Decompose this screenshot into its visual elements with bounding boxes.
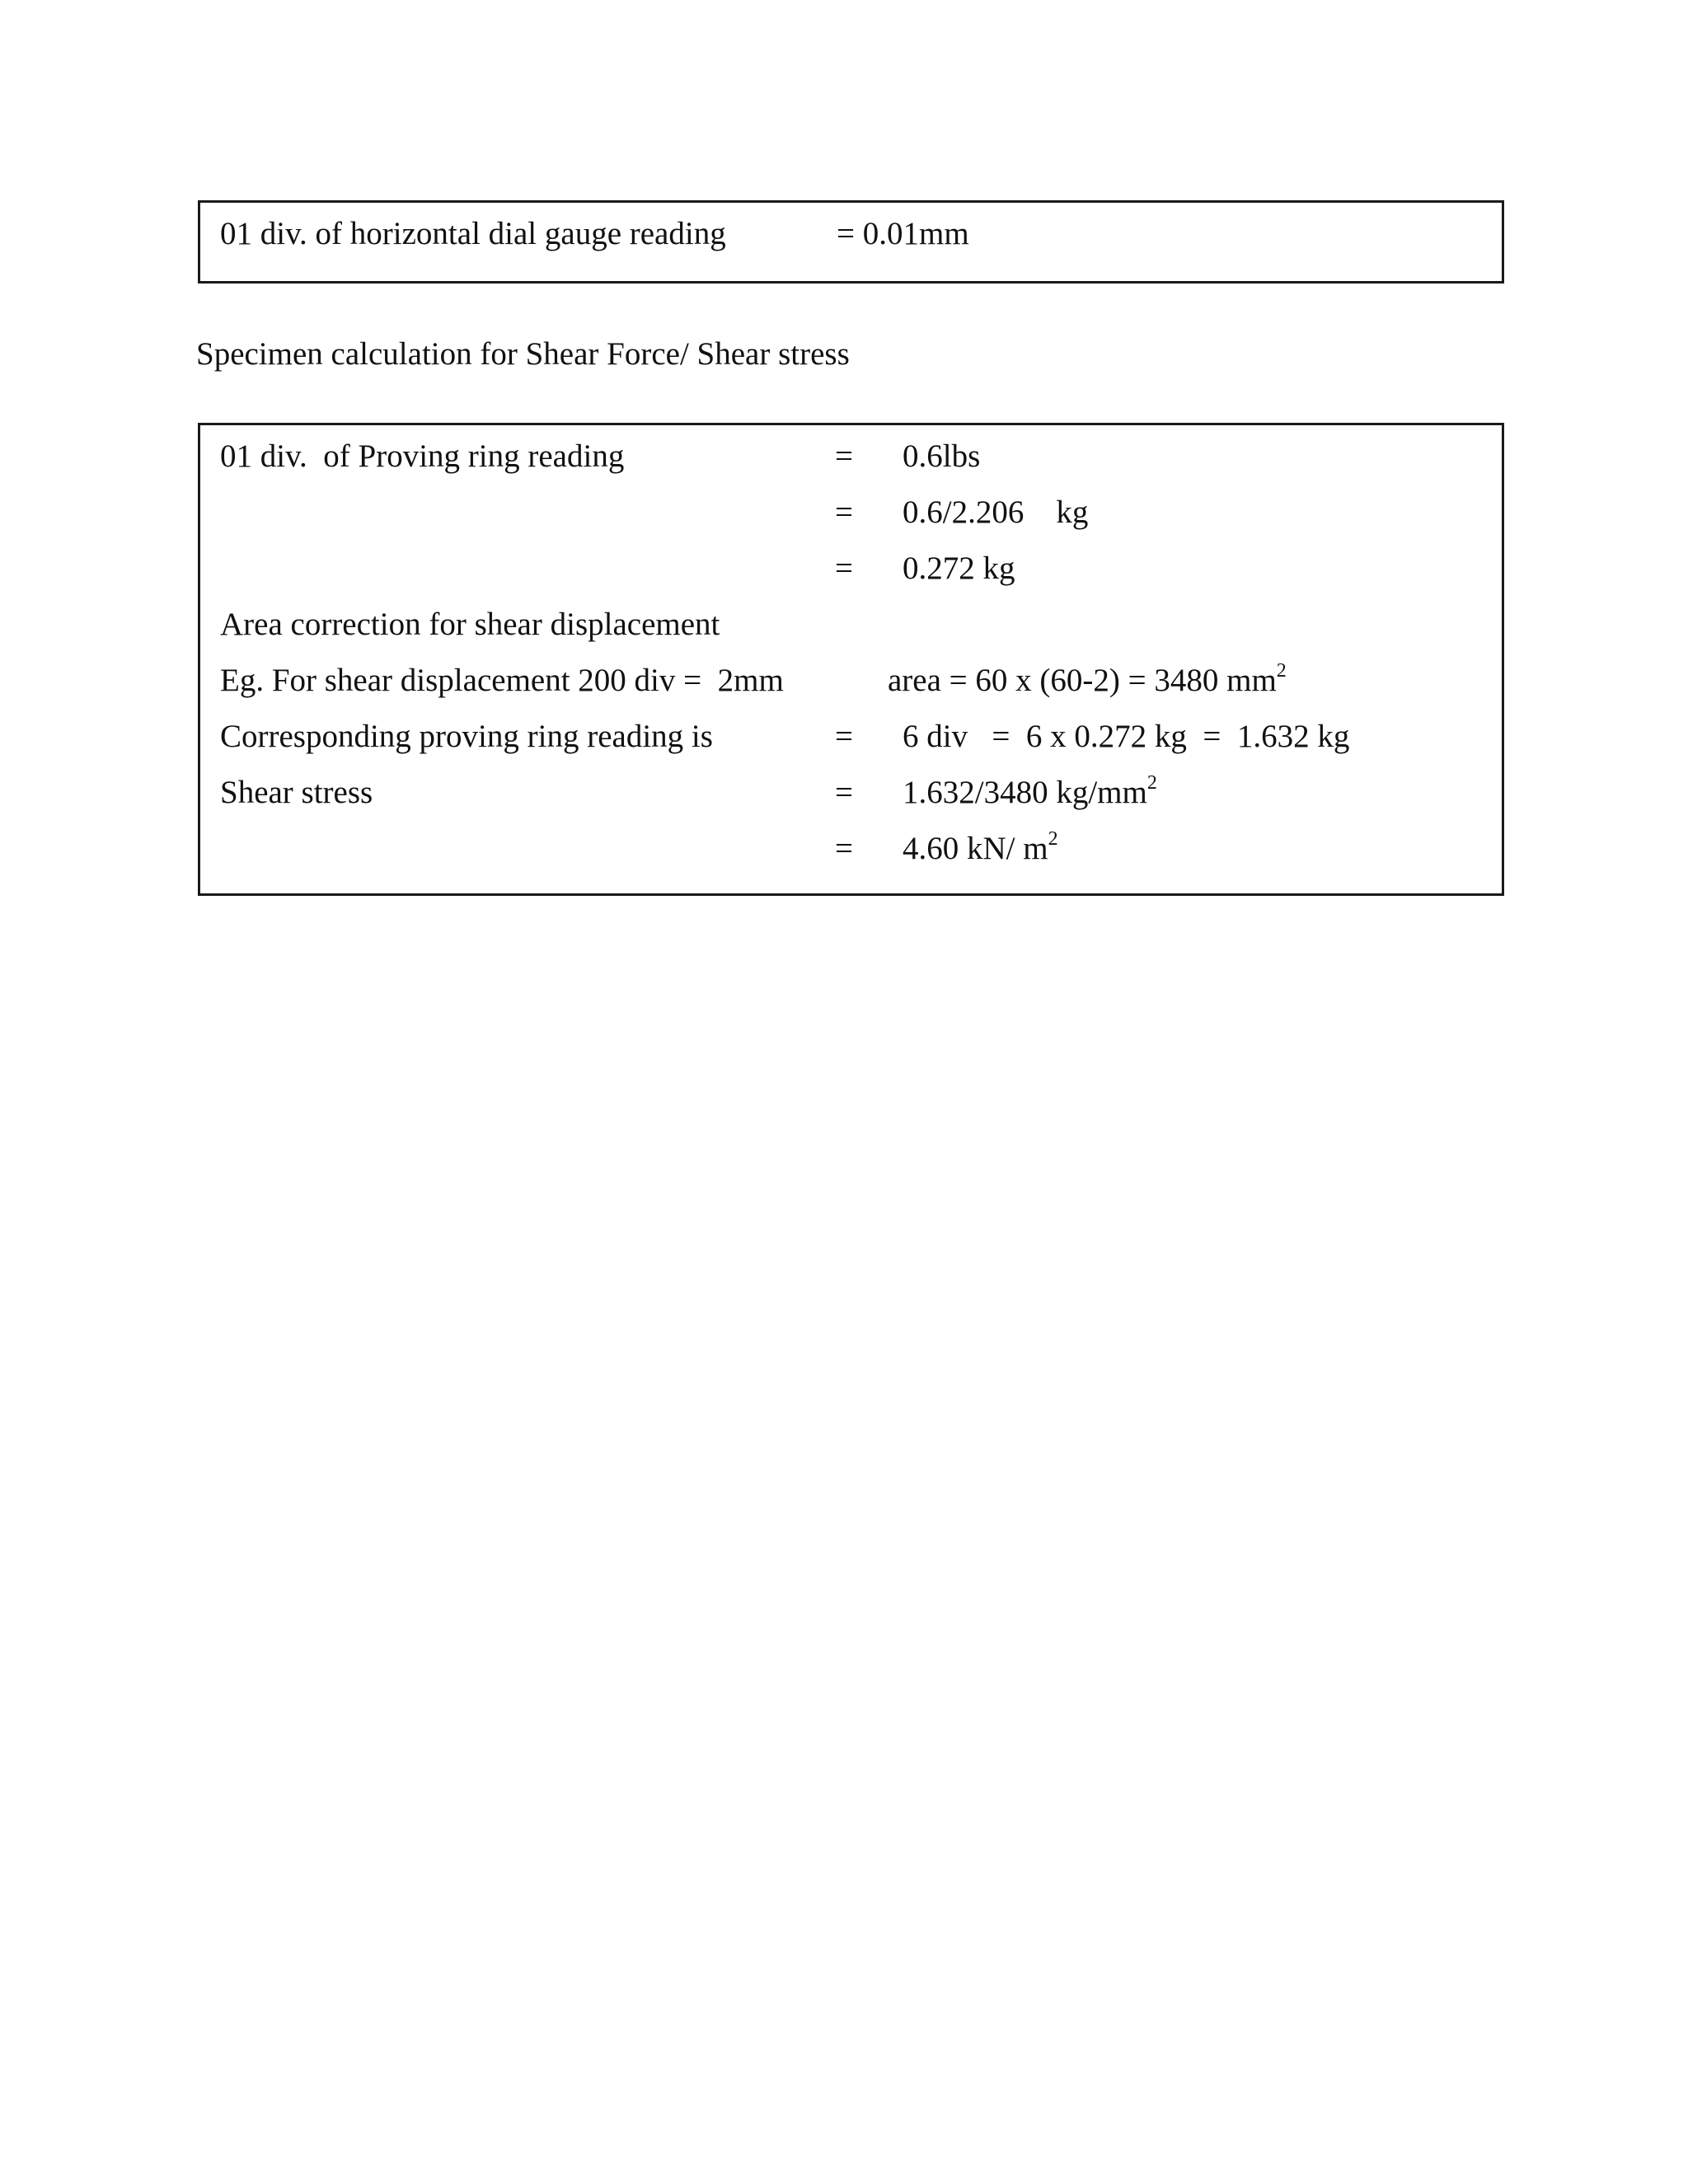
dial-gauge-box (198, 200, 1504, 284)
equals-sign: = (835, 831, 853, 866)
shear-force-value: 6 div = 6 x 0.272 kg = 1.632 kg (903, 719, 1350, 754)
proving-ring-value-kg: 0.272 kg (903, 551, 1015, 586)
equals-sign: = (835, 551, 853, 586)
dial-gauge-value: = 0.01mm (837, 216, 969, 251)
superscript: 2 (1276, 660, 1287, 682)
equals-sign: = (835, 438, 853, 474)
proving-ring-label: 01 div. of Proving ring reading (220, 438, 625, 474)
proving-ring-conversion: 0.6/2.206 kg (903, 494, 1089, 530)
equals-sign: = (835, 719, 853, 754)
shear-stress-label: Shear stress (220, 775, 373, 810)
area-correction-heading: Area correction for shear displacement (220, 607, 720, 642)
corrected-area-value: area = 60 x (60-2) = 3480 $mm^2$ (888, 660, 1287, 698)
shear-displacement-example: Eg. For shear displacement 200 div = 2mm (220, 663, 784, 698)
dial-gauge-label: 01 div. of horizontal dial gauge reading (220, 216, 726, 251)
proving-ring-reading-label: Corresponding proving ring reading is (220, 719, 713, 754)
equals-sign: = (835, 775, 853, 810)
shear-stress-kg-value: 1.632/3480 $kg/mm^2$ (903, 772, 1157, 810)
superscript: 2 (1146, 772, 1157, 794)
superscript: 2 (1048, 828, 1058, 850)
shear-stress-kn-value: 4.60 kN/ $m^2$ (903, 828, 1058, 866)
proving-ring-value-lbs: 0.6lbs (903, 438, 981, 474)
section-caption: Specimen calculation for Shear Force/ Shear stress (196, 336, 850, 372)
equals-sign: = (835, 494, 853, 530)
calculation-box (198, 423, 1504, 896)
